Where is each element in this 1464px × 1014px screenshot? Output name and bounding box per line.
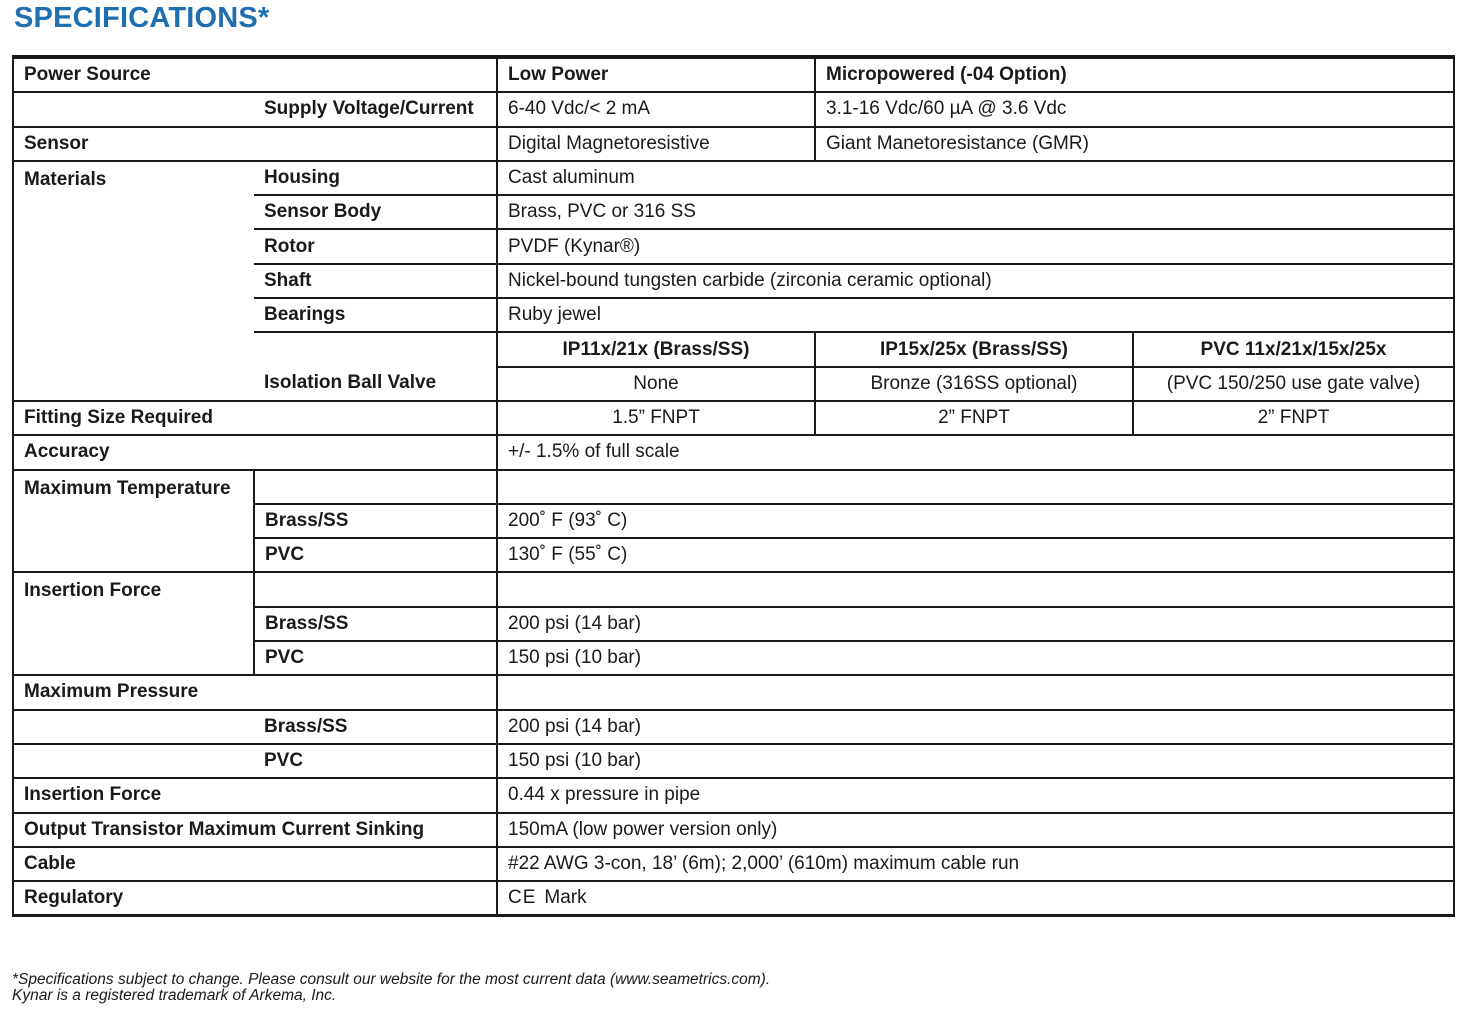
rotor-label: Rotor — [254, 229, 497, 263]
rotor-value: PVDF (Kynar®) — [497, 229, 1454, 263]
table-row — [13, 435, 1454, 469]
valve-value-3: (PVC 150/250 use gate valve) — [1133, 367, 1454, 401]
table-row — [13, 675, 1454, 709]
valve-value-1: None — [497, 367, 815, 401]
insertion-force-pvc-label: PVC — [254, 641, 497, 675]
sensor-body-label: Sensor Body — [254, 195, 497, 229]
regulatory-text: Mark — [544, 887, 587, 909]
insertion-force-formula-label: Insertion Force — [13, 778, 497, 812]
specifications-table — [12, 55, 1455, 917]
cable-value: #22 AWG 3-con, 18’ (6m); 2,000’ (610m) maximum cable run — [497, 847, 1454, 881]
fitting-size-2: 2” FNPT — [815, 401, 1133, 435]
fitting-size-1: 1.5” FNPT — [497, 401, 815, 435]
max-temp-pvc-label: PVC — [254, 538, 497, 572]
max-temp-brass-value: 200˚ F (93˚ C) — [497, 504, 1454, 538]
insertion-force-label: Insertion Force — [13, 572, 254, 675]
table-row — [13, 710, 1454, 744]
max-pressure-pvc-label: PVC — [254, 744, 497, 778]
regulatory-value — [497, 881, 1454, 916]
sensor-label: Sensor — [13, 127, 497, 161]
table-row — [13, 572, 1454, 606]
fitting-size-label: Fitting Size Required — [13, 401, 497, 435]
ce-mark-icon: CE — [508, 887, 537, 909]
supply-voltage-micropowered: 3.1-16 Vdc/60 µA @ 3.6 Vdc — [815, 92, 1454, 126]
table-row — [13, 161, 1454, 195]
footnotes — [12, 972, 770, 1004]
power-source-label: Power Source — [13, 57, 497, 92]
bearings-label: Bearings — [254, 298, 497, 332]
isolation-ball-valve-label: Isolation Ball Valve — [254, 367, 497, 401]
sensor-micropowered: Giant Manetoresistance (GMR) — [815, 127, 1454, 161]
output-transistor-value: 150mA (low power version only) — [497, 813, 1454, 847]
table-row — [13, 401, 1454, 435]
accuracy-value: +/- 1.5% of full scale — [497, 435, 1454, 469]
table-row — [13, 881, 1454, 916]
supply-voltage-low-power: 6-40 Vdc/< 2 mA — [497, 92, 815, 126]
valve-header-brass-ss-11x: IP11x/21x (Brass/SS) — [497, 332, 815, 366]
shaft-value: Nickel-bound tungsten carbide (zirconia ceramic optional) — [497, 264, 1454, 298]
valve-header-pvc: PVC 11x/21x/15x/25x — [1133, 332, 1454, 366]
table-row — [13, 57, 1454, 92]
max-pressure-brass-label: Brass/SS — [254, 710, 497, 744]
table-row — [13, 744, 1454, 778]
regulatory-label: Regulatory — [13, 881, 497, 916]
valve-header-brass-ss-15x: IP15x/25x (Brass/SS) — [815, 332, 1133, 366]
footnote-specifications: *Specifications subject to change. Please consult our website for the most current data (www.seametrics.com). — [12, 971, 771, 988]
shaft-label: Shaft — [254, 264, 497, 298]
footnote-trademark: Kynar is a registered trademark of Arkema, Inc. — [12, 987, 337, 1004]
accuracy-label: Accuracy — [13, 435, 497, 469]
table-row — [13, 847, 1454, 881]
table-row — [13, 470, 1454, 504]
sensor-low-power: Digital Magnetoresistive — [497, 127, 815, 161]
max-pressure-pvc-value: 150 psi (10 bar) — [497, 744, 1454, 778]
sensor-body-value: Brass, PVC or 316 SS — [497, 195, 1454, 229]
cable-label: Cable — [13, 847, 497, 881]
low-power-header: Low Power — [497, 57, 815, 92]
max-temperature-label: Maximum Temperature — [13, 470, 254, 573]
insertion-force-brass-label: Brass/SS — [254, 607, 497, 641]
housing-label: Housing — [254, 161, 497, 195]
max-pressure-label: Maximum Pressure — [13, 675, 497, 709]
fitting-size-3: 2” FNPT — [1133, 401, 1454, 435]
insertion-force-brass-value: 200 psi (14 bar) — [497, 607, 1454, 641]
bearings-value: Ruby jewel — [497, 298, 1454, 332]
max-temp-brass-label: Brass/SS — [254, 504, 497, 538]
supply-voltage-label: Supply Voltage/Current — [254, 92, 497, 126]
table-row — [13, 778, 1454, 812]
table-row — [13, 92, 1454, 126]
output-transistor-label: Output Transistor Maximum Current Sinking — [13, 813, 497, 847]
micropowered-header: Micropowered (-04 Option) — [815, 57, 1454, 92]
page-title: SPECIFICATIONS* — [14, 2, 270, 34]
max-pressure-brass-value: 200 psi (14 bar) — [497, 710, 1454, 744]
insertion-force-formula-value: 0.44 x pressure in pipe — [497, 778, 1454, 812]
max-temp-pvc-value: 130˚ F (55˚ C) — [497, 538, 1454, 572]
insertion-force-pvc-value: 150 psi (10 bar) — [497, 641, 1454, 675]
valve-value-2: Bronze (316SS optional) — [815, 367, 1133, 401]
housing-value: Cast aluminum — [497, 161, 1454, 195]
materials-label: Materials — [13, 161, 254, 401]
table-row — [13, 813, 1454, 847]
table-row — [13, 127, 1454, 161]
